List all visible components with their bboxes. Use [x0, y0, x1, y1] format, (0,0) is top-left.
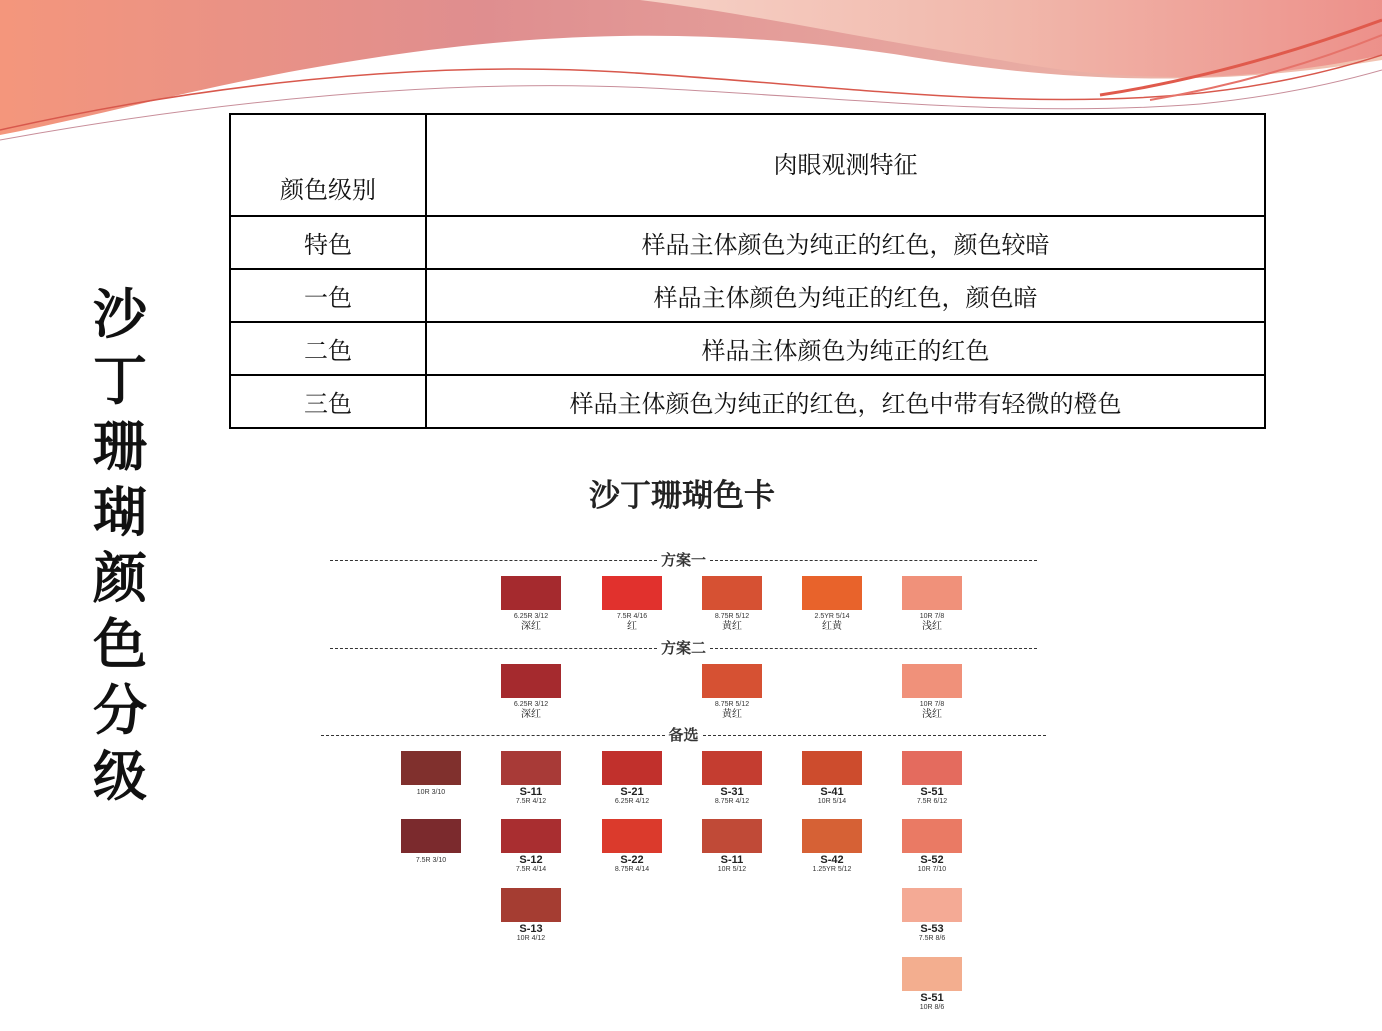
swatch-code: S-11	[720, 854, 744, 866]
swatch-notation: 10R 5/14	[817, 798, 847, 805]
swatch-alt	[501, 751, 561, 806]
swatch-notation: 1.25YR 5/12	[812, 866, 852, 873]
color-chip	[501, 664, 561, 698]
swatch-alt	[802, 819, 862, 874]
color-chip	[501, 888, 561, 922]
swatch-alt	[501, 819, 561, 874]
swatch-notation: 10R 7/8	[919, 701, 945, 708]
swatch-code: S-53	[920, 923, 944, 935]
swatch-alt	[501, 888, 561, 943]
swatch-alt	[902, 888, 962, 943]
color-chip	[501, 576, 561, 610]
side-title-char: 丁	[93, 349, 147, 412]
color-grade-table	[229, 113, 1266, 429]
side-title-char: 色	[93, 613, 147, 676]
swatch-code: S-52	[920, 854, 944, 866]
header-feature: 肉眼观测特征	[426, 114, 1265, 216]
color-chip	[501, 819, 561, 853]
swatch-notation: 7.5R 6/12	[916, 798, 948, 805]
swatch-name: 浅红	[922, 621, 942, 632]
table-row	[230, 375, 1265, 428]
swatch-notation: 6.25R 3/12	[513, 701, 549, 708]
swatch-alt	[401, 819, 461, 865]
swatch-code: S-13	[519, 923, 543, 935]
swatch-name: 深红	[521, 621, 541, 632]
swatch-code: S-41	[820, 786, 844, 798]
side-title-char: 级	[93, 745, 147, 808]
swatch-plan2	[902, 664, 962, 720]
section-label: 方案二	[661, 639, 707, 657]
color-chip	[902, 888, 962, 922]
swatch-alt	[702, 819, 762, 874]
color-chip	[602, 576, 662, 610]
swatch-plan2	[702, 664, 762, 720]
color-chip	[802, 751, 862, 785]
swatch-notation: 8.75R 5/12	[714, 613, 750, 620]
table-header-row	[230, 114, 1265, 216]
color-chip	[902, 751, 962, 785]
swatch-notation: 7.5R 3/10	[415, 857, 447, 864]
swatch-code: S-51	[920, 992, 944, 1004]
swatch-notation: 10R 3/10	[416, 789, 446, 796]
swatch-alt	[802, 751, 862, 806]
swatch-alt	[902, 819, 962, 874]
swatch-notation: 10R 5/12	[717, 866, 747, 873]
color-chip	[902, 819, 962, 853]
swatch-plan1	[902, 576, 962, 632]
swatch-notation: 7.5R 4/16	[616, 613, 648, 620]
swatch-code: S-22	[620, 854, 644, 866]
side-title-char: 颜	[93, 547, 147, 610]
swatch-notation: 10R 8/6	[919, 1004, 945, 1011]
swatch-name: 红黄	[822, 621, 842, 632]
color-chip	[902, 957, 962, 991]
section-label: 备选	[668, 726, 699, 744]
swatch-plan1	[802, 576, 862, 632]
swatch-plan1	[702, 576, 762, 632]
side-title	[88, 282, 152, 810]
section-divider-plan1	[330, 550, 1037, 570]
swatch-notation: 2.5YR 5/14	[814, 613, 850, 620]
table-row	[230, 216, 1265, 269]
grade-cell: 特色	[230, 216, 426, 269]
swatch-notation: 7.5R 8/6	[918, 935, 946, 942]
feature-cell: 样品主体颜色为纯正的红色	[426, 322, 1265, 375]
swatch-notation: 8.75R 4/14	[614, 866, 650, 873]
table-row	[230, 269, 1265, 322]
side-title-char: 沙	[93, 283, 147, 346]
swatch-code: S-51	[920, 786, 944, 798]
swatch-notation: 8.75R 5/12	[714, 701, 750, 708]
color-chip	[902, 664, 962, 698]
swatch-name: 红	[627, 621, 637, 632]
table-row	[230, 322, 1265, 375]
swatch-plan1	[602, 576, 662, 632]
swatch-alt	[902, 751, 962, 806]
swatch-alt	[602, 819, 662, 874]
color-chip	[602, 819, 662, 853]
feature-cell: 样品主体颜色为纯正的红色，颜色较暗	[426, 216, 1265, 269]
color-chip	[401, 819, 461, 853]
grade-cell: 三色	[230, 375, 426, 428]
side-title-char: 分	[93, 679, 147, 742]
swatch-name: 黄红	[722, 709, 742, 720]
color-chip	[902, 576, 962, 610]
feature-cell: 样品主体颜色为纯正的红色，颜色暗	[426, 269, 1265, 322]
color-chip	[702, 664, 762, 698]
swatch-plan2	[501, 664, 561, 720]
swatch-notation: 6.25R 4/12	[614, 798, 650, 805]
swatch-code: S-21	[620, 786, 644, 798]
swatch-notation: 8.75R 4/12	[714, 798, 750, 805]
swatch-alt	[602, 751, 662, 806]
section-label: 方案一	[661, 551, 707, 569]
swatch-alt	[902, 957, 962, 1012]
feature-cell: 样品主体颜色为纯正的红色，红色中带有轻微的橙色	[426, 375, 1265, 428]
side-title-char: 珊	[93, 415, 147, 478]
header-grade: 颜色级别	[230, 114, 426, 216]
color-chip	[501, 751, 561, 785]
color-chip	[702, 576, 762, 610]
color-card-title: 沙丁珊瑚色卡	[589, 478, 775, 514]
swatch-plan1	[501, 576, 561, 632]
swatch-alt	[401, 751, 461, 797]
swatch-code: S-11	[519, 786, 543, 798]
side-title-char: 瑚	[93, 481, 147, 544]
swatch-name: 浅红	[922, 709, 942, 720]
swatch-alt	[702, 751, 762, 806]
swatch-notation: 7.5R 4/12	[515, 798, 547, 805]
color-chip	[401, 751, 461, 785]
color-chip	[802, 576, 862, 610]
swatch-notation: 10R 7/8	[919, 613, 945, 620]
color-chip	[702, 819, 762, 853]
color-chip	[802, 819, 862, 853]
color-chip	[702, 751, 762, 785]
swatch-name: 深红	[521, 709, 541, 720]
swatch-notation: 6.25R 3/12	[513, 613, 549, 620]
section-divider-plan2	[330, 638, 1037, 658]
swatch-code: S-42	[820, 854, 844, 866]
swatch-notation: 10R 7/10	[917, 866, 947, 873]
section-divider-alt	[321, 725, 1046, 745]
swatch-code: S-31	[720, 786, 744, 798]
swatch-code: S-12	[519, 854, 543, 866]
grade-cell: 一色	[230, 269, 426, 322]
swatch-notation: 10R 4/12	[516, 935, 546, 942]
color-chip	[602, 751, 662, 785]
swatch-name: 黄红	[722, 621, 742, 632]
swatch-notation: 7.5R 4/14	[515, 866, 547, 873]
grade-cell: 二色	[230, 322, 426, 375]
